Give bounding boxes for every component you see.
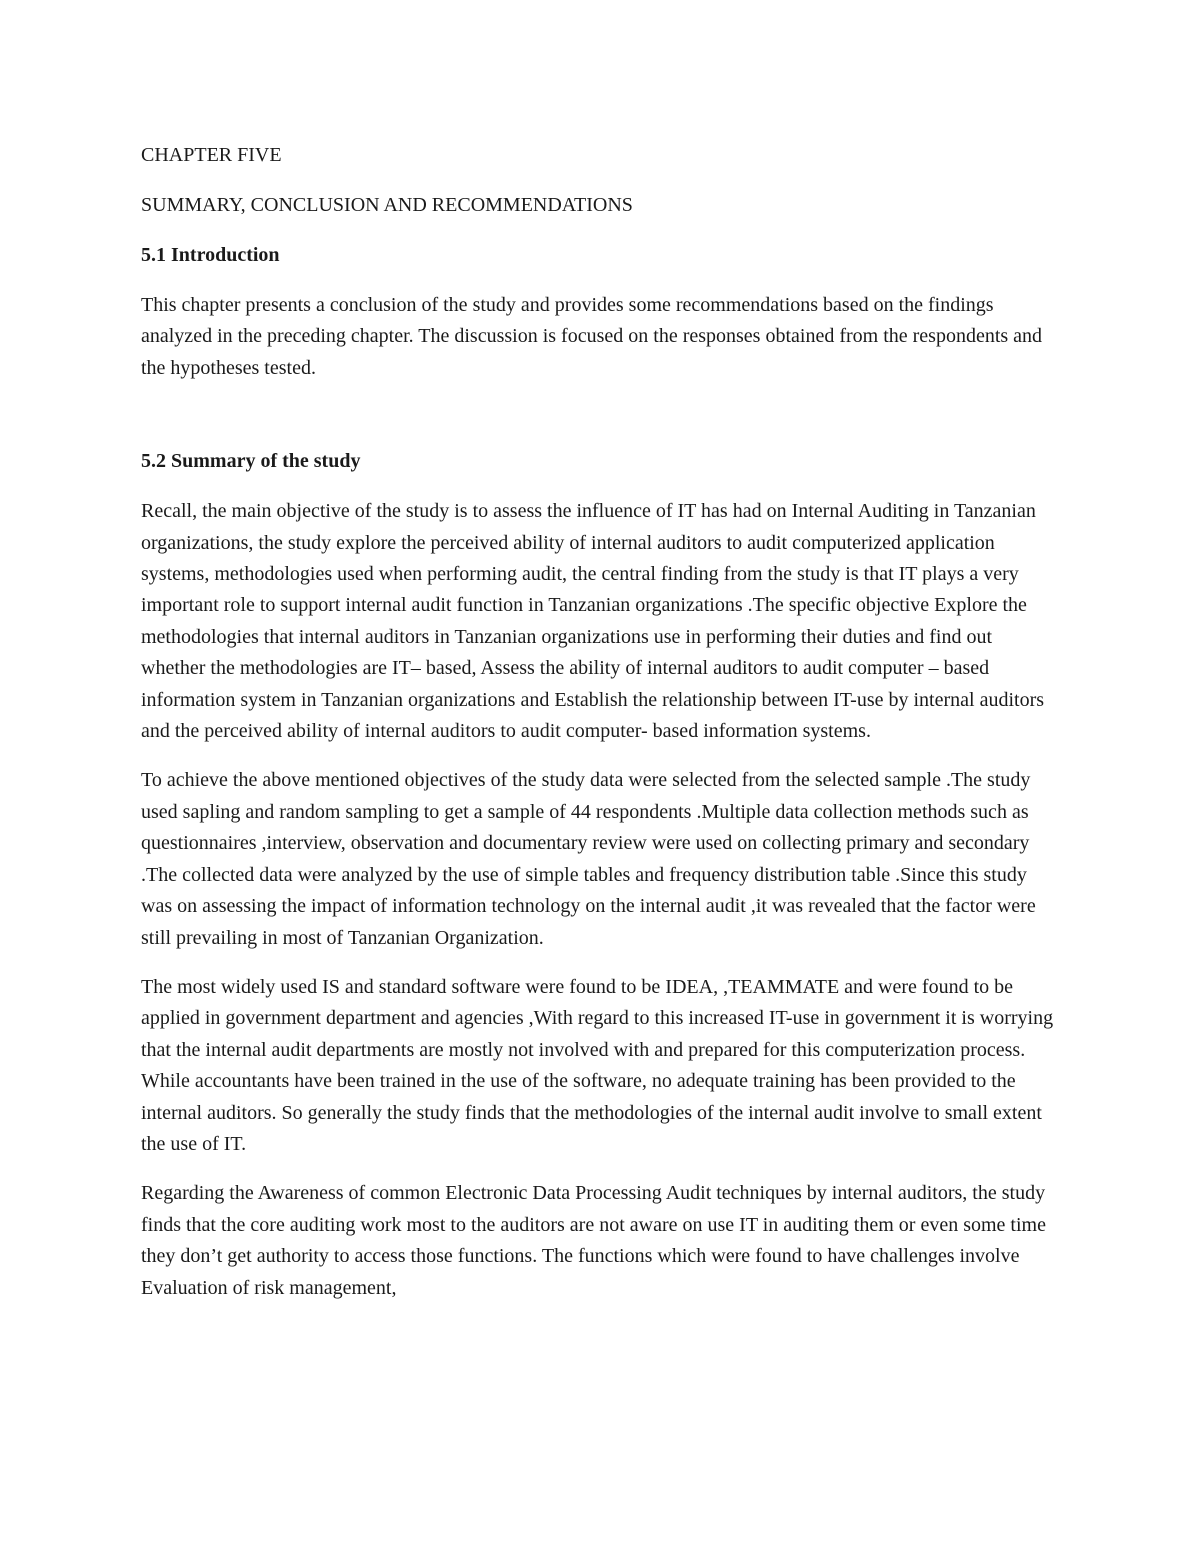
document-body <box>141 140 1061 1322</box>
section-spacer <box>141 402 1061 446</box>
chapter-title: SUMMARY, CONCLUSION AND RECOMMENDATIONS <box>141 194 633 216</box>
summary-paragraph-awareness: Regarding the Awareness of common Electronic Data Processing Audit techniques by internal auditors, the study finds that the core auditing work most to the auditors are not aware on use IT in auditing them or even some time they don’t get authority to access those functions. The functions which were found to have challenges involve Evaluation of risk management, <box>141 1182 1046 1299</box>
introduction-paragraph: This chapter presents a conclusion of the study and provides some recommendations based on the findings analyzed in the preceding chapter. The discussion is focused on the responses obtained from the respondents and the hypotheses tested. <box>141 294 1043 379</box>
summary-paragraph-objectives: Recall, the main objective of the study is to assess the influence of IT has had on Internal Auditing in Tanzanian organizations, the study explore the perceived ability of internal auditors to audit computerized application systems, methodologies used when performing audit, the central finding from the study is that IT plays a very important role to support internal audit function in Tanzanian organizations .The specific objective Explore the methodologies that internal auditors in Tanzanian organizations use in performing their duties and find out whether the methodologies are IT– based, Assess the ability of internal auditors to audit computer – based information system in Tanzanian organizations and Establish the relationship between IT-use by internal auditors and the perceived ability of internal auditors to audit computer- based information systems. <box>141 500 1045 743</box>
section-heading-introduction: 5.1 Introduction <box>141 244 280 266</box>
chapter-label: CHAPTER FIVE <box>141 144 282 166</box>
summary-paragraph-methods: To achieve the above mentioned objectives of the study data were selected from the selected sample .The study used sapling and random sampling to get a sample of 44 respondents .Multiple data collection methods such as questionnaires ,interview, observation and documentary review were used on collecting primary and secondary .The collected data were analyzed by the use of simple tables and frequency distribution table .Since this study was on assessing the impact of information technology on the internal audit ,it was revealed that the factor were still prevailing in most of Tanzanian Organization. <box>141 769 1036 949</box>
section-heading-summary: 5.2 Summary of the study <box>141 450 361 473</box>
summary-paragraph-software: The most widely used IS and standard software were found to be IDEA, ,TEAMMATE and were found to be applied in government department and agencies ,With regard to this increased IT-use in government it is worrying that the internal audit departments are mostly not involved with and prepared for this computerization process. While accountants have been trained in the use of the software, no adequate training has been provided to the internal auditors. So generally the study finds that the methodologies of the internal audit involve to small extent the use of IT. <box>141 975 1054 1155</box>
